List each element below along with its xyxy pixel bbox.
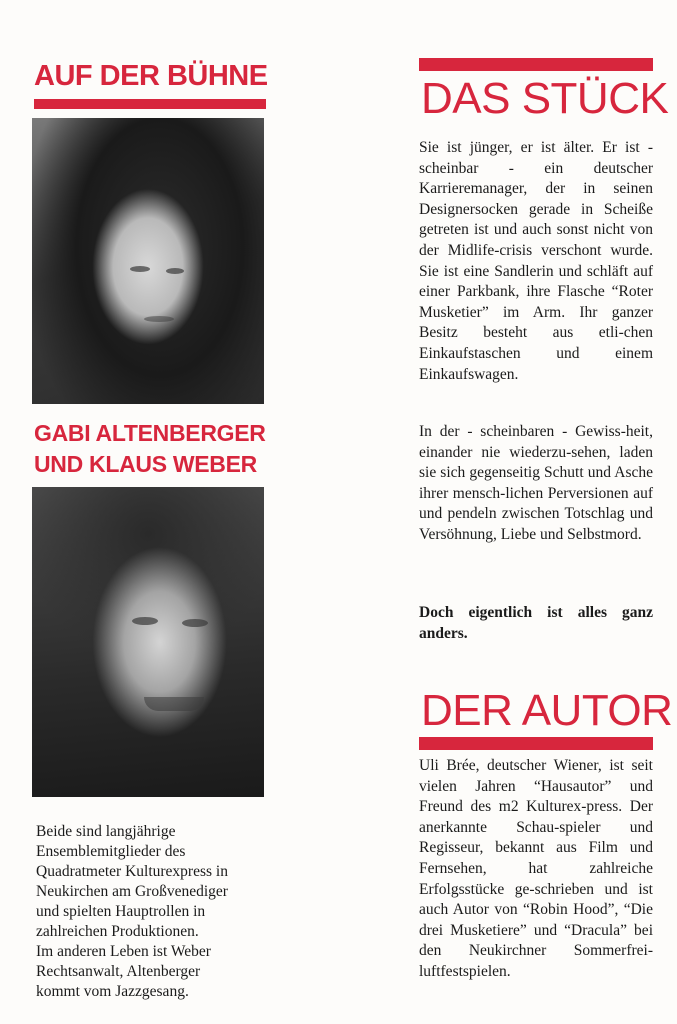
description-line: kommt vom Jazzgesang.: [36, 983, 189, 1000]
photo-mouth: [144, 316, 174, 322]
stueck-paragraph-1: [419, 138, 653, 385]
actor-names-line-2: UND KLAUS WEBER: [34, 451, 257, 477]
description-line: zahlreichen Produktionen.: [36, 923, 199, 940]
photo-smile: [144, 697, 204, 711]
portrait-photo-gabi-altenberger: [32, 118, 264, 404]
actor-names: [34, 418, 266, 480]
paragraph-text: In der - scheinbaren - Gewiss-heit, einander nie wiederzu-sehen, laden sie sich gegenseitig Schutt und Asche ihrer mensch-lichen Perversionen auf und pendeln zwischen Totschlag und Versöhnung, Liebe und Selbstmord.: [419, 423, 653, 543]
photo-eye-left: [132, 617, 158, 625]
autor-paragraph: [419, 756, 653, 983]
description-line: und spielten Hauptrollen in: [36, 903, 206, 920]
photo-eye-right: [182, 619, 208, 627]
description-line: Quadratmeter Kulturexpress in: [36, 863, 228, 880]
description-line: Ensemblemitglieder des: [36, 843, 186, 860]
description-line: Rechtsanwalt, Altenberger: [36, 963, 201, 980]
heading-der-autor: DER AUTOR: [421, 686, 673, 735]
stueck-paragraph-2: [419, 422, 653, 546]
description-line: Beide sind langjährige: [36, 823, 176, 840]
heading-underline-bar: [34, 99, 266, 109]
actor-names-line-1: GABI ALTENBERGER: [34, 420, 266, 446]
heading-overline-bar: [419, 58, 653, 71]
description-line: Neukirchen am Großvenediger: [36, 883, 228, 900]
photo-eye-left: [130, 266, 150, 272]
photo-eye-right: [166, 268, 184, 274]
paragraph-text: Doch eigentlich ist alles ganz anders.: [419, 604, 653, 642]
paragraph-text: Sie ist jünger, er ist älter. Er ist - scheinbar - ein deutscher Karrieremanager, der in seinen Designersocken gerade in Scheiße getreten ist und auch sonst nicht von der Midlife-crisis verschont wurde. Sie ist eine Sandlerin und schläft auf einer Parkbank, ihre Flasche “Roter Musketier” im Arm. Ihr ganzer Besitz besteht aus etli-chen Einkaufstaschen und einem Einkaufswagen.: [419, 139, 653, 383]
actors-description: [36, 822, 272, 1002]
heading-das-stueck: DAS STÜCK: [421, 74, 669, 123]
paragraph-text: Uli Brée, deutscher Wiener, ist seit vielen Jahren “Hausautor” und Freund des m2 Kulturex-press. Der anerkannte Schau-spieler und Regisseur, bekannt aus Film und Fernsehen, hat zahlreiche Erfolgsstücke ge-schrieben und ist auch Autor von “Robin Hood”, “Die drei Musketiere” und “Dracula” bei den Neukirchner Sommerfrei-luftfestspielen.: [419, 757, 653, 980]
heading-auf-der-buehne: AUF DER BÜHNE: [34, 60, 268, 92]
heading-underline-bar: [419, 737, 653, 750]
description-line: Im anderen Leben ist Weber: [36, 943, 211, 960]
portrait-photo-klaus-weber: [32, 487, 264, 797]
stueck-paragraph-3: [419, 603, 653, 644]
